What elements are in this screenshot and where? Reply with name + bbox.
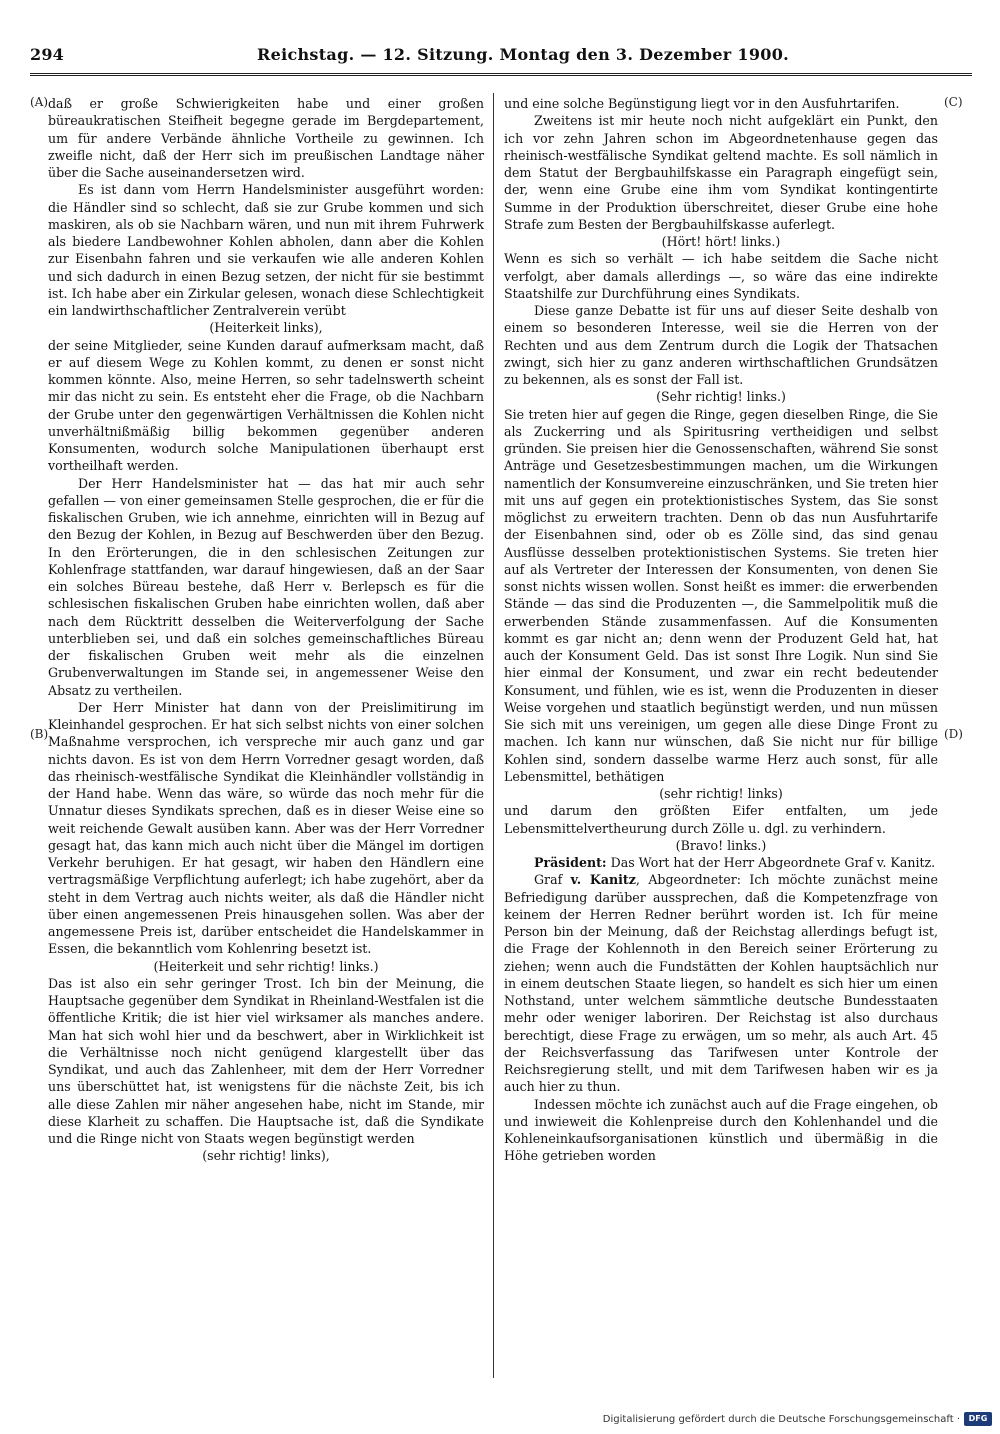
paragraph: Indessen möchte ich zunächst auch auf die Frage eingehen, ob und inwieweit die Kohlenpreise durch den Kohlenhandel und die Kohleneinkaufsorganisationen künstlich und übermäßig in die Höhe getrieben worden xyxy=(504,1096,938,1164)
dfg-logo: DFG xyxy=(964,1412,992,1426)
interjection: (sehr richtig! links), xyxy=(202,1148,330,1164)
speaker-name: v. Kanitz xyxy=(570,872,636,888)
paragraph: Der Herr Handelsminister hat — das hat mir auch sehr gefallen — von einer gemeinsamen Stelle gesprochen, die er für die fiskalischen Gruben, wie ich annehme, einrichten will in Bezug auf den Bezug der Kohlen, in Bezug auf Beschwerden über den Bezug. In den Erörterungen, die in den schlesischen Zeitungen zur Kohlenfrage stattfanden, war darauf hingewiesen, daß an der Saar ein solches Büreau bestehe, daß Herr v. Berlepsch es für die schlesischen fiskalischen Gruben habe einrichten wollen, daß aber nach dem Rücktritt desselben die Weiterverfolgung der Sache unterblieben sei, und daß ein solches gemeinschaftliches Büreau der fiskalischen Gruben weit mehr als die einzelnen Grubenverwaltungen im Stande sei, in angemessener Weise den Absatz zu vertheilen. xyxy=(48,475,484,698)
interjection: (Bravo! links.) xyxy=(675,837,767,853)
paragraph: Das ist also ein sehr geringer Trost. Ich bin der Meinung, die Hauptsache gegenüber dem Syndikat in Rheinland-Westfalen ist die öffentliche Kritik; die ist hier viel wirksamer als manches andere. Man hat sich wohl hier und da beschwert, aber in Wirklichkeit ist die Verhältnisse noch nicht genügend klargestellt über das Syndikat, und auch das Zahlenheer, mit dem der Herr Vorredner uns überschüttet hat, ist wenigstens für die nächste Zeit, bis ich alle diese Zahlen mir näher angesehen habe, nicht im Stande, mir diese Klarheit zu schaffen. Die Hauptsache ist, daß die Syndikate und die Ringe nicht von Staats wegen begünstigt werden xyxy=(48,975,484,1146)
speaker-paragraph xyxy=(504,871,938,1095)
margin-marker-c: (C) xyxy=(944,95,963,109)
interjection: (Heiterkeit und sehr richtig! links.) xyxy=(153,958,379,974)
interjection: (Hört! hört! links.) xyxy=(661,234,781,249)
digitization-footer xyxy=(602,1412,996,1430)
speaker-paragraph xyxy=(504,854,938,871)
interjection: (Heiterkeit links), xyxy=(209,320,323,336)
paragraph: Wenn es sich so verhält — ich habe seitdem die Sache nicht verfolgt, aber damals allerdings —, so wäre das eine indirekte Staatshilfe zur Durchführung eines Syndikats. xyxy=(504,251,938,301)
paragraph: der seine Mitglieder, seine Kunden darauf aufmerksam macht, daß er auf diesem Wege zu Kohlen kommt, zu denen er sonst nicht kommen könnte. Also, meine Herren, so sehr tadelnswerth scheint mir das nicht zu sein. Es entsteht eher die Frage, ob die Nachbarn der Grube unter den gegenwärtigen Verhältnissen die Kohlen nicht unverhältnißmäßig billig bekommen gegenüber anderen Konsumenten, wodurch solche Manipulationen überhaupt erst vortheilhaft werden. xyxy=(48,337,484,474)
footer-credit: Digitalisierung gefördert durch die Deutsche Forschungsgemeinschaft · xyxy=(602,1414,960,1425)
speaker-name: Präsident: xyxy=(534,855,607,870)
paragraph: Der Herr Minister hat dann von der Preislimitirung im Kleinhandel gesprochen. Er hat sich selbst nichts von einer solchen Maßnahme versprochen, ich verspreche mir auch ganz und gar nichts davon. Es ist von dem Herrn Vorredner gesagt worden, daß das rheinisch-westfälische Syndikat die Kleinhändler vollständig in der Hand habe. Wenn das wäre, so würde das noch mehr für die Unnatur dieses Syndikats sprechen, daß es in dieser Weise eine so weit reichende Gewalt ausüben kann. Aber was der Herr Vorredner gesagt hat, das kann mich auch nicht über die Mängel im dortigen Verkehr beruhigen. Er hat gesagt, wir haben den Händlern eine vertragsmäßige Verpflichtung auferlegt; ich habe zugehört, aber da steht in dem Vertrag auch nichts weiter, als daß die Händler nicht über einen angemessenen Preis hinausgehen sollen. Was aber der angemessene Preis ist, darüber entscheidet die Handelskammer in Essen, die bekanntlich vom Kohlenring besetzt ist. xyxy=(48,699,484,957)
paragraph: Es ist dann vom Herrn Handelsminister ausgeführt worden: die Händler sind so schlecht, daß sie zur Grube kommen und sich maskiren, als ob sie Nachbarn wären, und nun mit ihrem Fuhrwerk als biedere Landbewohner Kohlen abholen, dann aber die Kohlen zur Eisenbahn fahren und sie verkaufen wie alle anderen Kohlen und sich dadurch in einen Bezug setzen, der nicht für sie bestimmt ist. Ich habe aber ein Zirkular gelesen, wonach diese Schlechtigkeit ein landwirthschaftlicher Zentralverein verübt xyxy=(48,182,484,318)
paragraph: Sie treten hier auf gegen die Ringe, gegen dieselben Ringe, die Sie als Zuckerring und als Spiritusring vertheidigen und selbst gründen. Sie preisen hier die Genossenschaften, während Sie sonst Anträge und Gesetzesbestimmungen machen, um die Wirkungen namentlich der Konsumvereine einzuschränken, und Sie treten hier mit uns auf gegen ein protektionistisches System, das Sie sonst möglichst zu erweitern trachten. Denn ob das nun Ausfuhrtarife der Eisenbahnen sind, oder ob es Zölle sind, das sind genau Ausflüsse desselben protektionistischen Systems. Sie treten hier auf als Vertreter der Interessen der Konsumenten, von denen Sie sonst nichts wissen wollen. Sonst heißt es immer: die erwerbenden Stände — das sind die Produzenten —, die Sammelpolitik muß die erwerbenden Stände zusammenfassen. Auf die Konsumenten kommt es gar nicht an; denn wenn der Produzent Geld hat, hat auch der Konsument Geld. Das ist sonst Ihre Logik. Nun sind Sie hier einmal der Konsument, und zwar ein recht bedeutender Konsument, und fühlen, wie es ist, wenn die Produzenten in dieser Weise vorgehen und staatlich begünstigt werden, und nun müssen Sie sich mit uns vereinigen, um gegen alle diese Dinge Front zu machen. Ich kann nur wünschen, daß Sie nicht nur für billige Kohlen sind, sondern dasselbe warme Herz auch sonst, für alle Lebensmittel, bethätigen xyxy=(504,406,938,784)
margin-marker-b: (B) xyxy=(30,727,49,741)
speaker-prefix: Graf xyxy=(534,872,571,888)
margin-marker-a: (A) xyxy=(30,95,49,109)
right-text-column xyxy=(504,95,938,1165)
page-header xyxy=(30,45,789,71)
paragraph: und darum den größten Eifer entfalten, um jede Lebensmittelvertheurung durch Zölle u. dgl. zu verhindern. xyxy=(504,803,938,836)
interjection: (sehr richtig! links) xyxy=(659,786,783,801)
paragraph: und eine solche Begünstigung liegt vor in den Ausfuhrtarifen. xyxy=(504,96,900,111)
interjection: (Sehr richtig! links.) xyxy=(656,389,786,405)
header-rule xyxy=(30,73,972,76)
speech-text: , Abgeordneter: Ich möchte zunächst meine Befriedigung darüber aussprechen, daß die Kompetenzfrage von keinem der Herren Redner berührt worden ist. Ich für meine Person bin der Meinung, daß der Reichstag allerdings befugt ist, die Frage der Kohlennoth in den Bereich seiner Erörterung zu ziehen; wenn auch die Fundstätten der Kohlen hauptsächlich nur in einem deutschen Staate liegen, so handelt es sich hier um einen Nothstand, unter welchem sämmtliche deutsche Bundesstaaten mehr oder weniger laboriren. Der Reichstag ist also durchaus berechtigt, diese Frage zu erwägen, um so mehr, als auch Art. 45 der Reichsverfassung das Tarifwesen unter Kontrole der Reichsregierung stellt, und mit dem Tarifwesen haben wir es ja auch hier zu thun. xyxy=(504,872,938,1095)
running-title: Reichstag. — 12. Sitzung. Montag den 3. Dezember 1900. xyxy=(257,45,789,64)
paragraph: daß er große Schwierigkeiten habe und einer großen büreaukratischen Steifheit begegne gerade im Bergdepartement, um für andere Verbände ähnliche Vortheile zu gewinnen. Ich zweifle nicht, daß der Herr sich im preußischen Landtage näher über die Sache auseinandersetzen wird. xyxy=(48,96,484,180)
page-number: 294 xyxy=(30,45,64,64)
speech-text: Das Wort hat der Herr Abgeordnete Graf v. Kanitz. xyxy=(606,855,936,870)
paragraph: Zweitens ist mir heute noch nicht aufgeklärt ein Punkt, den ich vor zehn Jahren schon im Abgeordnetenhause gegen das rheinisch-westfälische Syndikat geltend machte. Es soll nämlich in dem Statut der Bergbauhilfskasse ein Paragraph eingefügt sein, der, wenn eine Grube eine ihm vom Syndikat kontingentirte Summe in der Produktion überschreitet, dieser Grube eine hohe Strafe zum Besten der Bergbauhilfskasse auferlegt. xyxy=(504,113,938,232)
paragraph: Diese ganze Debatte ist für uns auf dieser Seite deshalb von einem so besonderen Interesse, weil sie die Herren von der Rechten und aus dem Zentrum durch die Logik der Thatsachen zwingt, sich hier zu ganz anderen wirthschaftlichen Grundsätzen zu bekennen, als es sonst der Fall ist. xyxy=(504,303,938,387)
column-divider xyxy=(493,93,494,1378)
left-text-column xyxy=(48,95,484,1165)
margin-marker-d: (D) xyxy=(944,727,963,741)
